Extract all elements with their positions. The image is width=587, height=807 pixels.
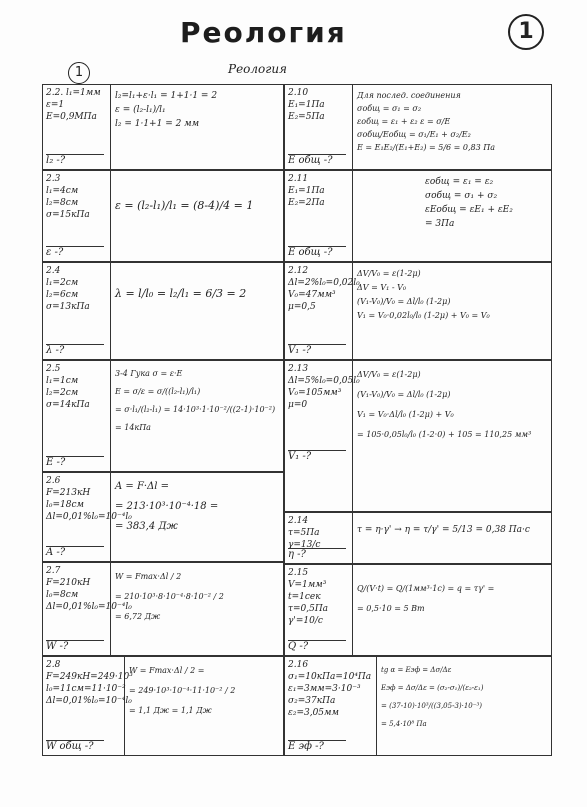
handwritten-line: εобщ = ε₁ + ε₂ ε = σ/E xyxy=(357,117,451,126)
handwritten-line: = 14кПа xyxy=(115,423,151,432)
given-block xyxy=(285,263,360,359)
handwritten-line: l₂=6см xyxy=(46,290,79,300)
handwritten-line: = 383,4 Дж xyxy=(115,521,178,532)
solution-block xyxy=(425,175,548,231)
handwritten-line: l₂=l₁+ε·l₁ = 1+1·1 = 2 xyxy=(115,91,218,101)
handwritten-line: E = E₁E₂/(E₁+E₂) = 5/6 = 0,83 Па xyxy=(357,143,496,152)
problem-cell-2-2 xyxy=(42,84,284,170)
handwritten-line: 2.3 xyxy=(46,174,61,184)
problem-cell-2-10 xyxy=(284,84,552,170)
solution-block xyxy=(357,267,548,323)
handwritten-line: εобщ = ε₁ = ε₂ xyxy=(425,177,494,187)
handwritten-line: E₁=1Па xyxy=(288,186,325,196)
solution-block xyxy=(115,567,280,627)
handwritten-line: σ=13кПа xyxy=(46,302,90,312)
handwritten-line: σобщ/Eобщ = σ₁/E₁ + σ₂/E₂ xyxy=(357,130,471,139)
handwritten-line: 2.7 xyxy=(46,566,61,576)
solution-block xyxy=(115,477,280,537)
handwritten-line: F=249кН=249·10³ xyxy=(46,672,133,682)
find-label: V₁ -? xyxy=(288,450,346,463)
handwritten-line: l₁=1см xyxy=(46,376,79,386)
handwritten-line: W = Fmax·Δl / 2 = xyxy=(129,666,205,675)
handwritten-line: 2.4 xyxy=(46,266,61,276)
handwritten-line: ΔV = V₁ - V₀ xyxy=(357,283,407,292)
handwritten-line: μ=0,5 xyxy=(288,302,316,312)
handwritten-line: E₂=5Па xyxy=(288,112,325,122)
handwritten-line: F=213кН xyxy=(46,488,91,498)
handwritten-line: V₀=105мм³ xyxy=(288,388,342,398)
handwritten-line: Δl=0,01%l₀=10⁻⁴l₀ xyxy=(46,696,132,706)
solution-block xyxy=(115,365,280,437)
handwritten-line: 2.14 xyxy=(288,516,309,526)
handwritten-line: τ=5Па xyxy=(288,528,320,538)
handwritten-line: 2.16 xyxy=(288,660,309,670)
handwritten-line: ε₂=3,05мм xyxy=(288,708,339,718)
find-label: l₂ -? xyxy=(46,154,104,167)
page-number-badge: 1 xyxy=(508,14,544,50)
handwritten-line: ΔV/V₀ = ε(1-2μ) xyxy=(357,370,421,379)
handwritten-line: γ=13/с xyxy=(288,540,321,550)
given-block xyxy=(43,473,132,561)
handwritten-line: τ = η·γ' → η = τ/γ' = 5/13 = 0,38 Па·с xyxy=(357,525,530,535)
handwritten-line: 2.6 xyxy=(46,476,61,486)
handwritten-line: 2.8 xyxy=(46,660,61,670)
find-label: W -? xyxy=(46,640,104,653)
handwritten-line: ΔV/V₀ = ε(1-2μ) xyxy=(357,269,421,278)
handwritten-line: V₁ = V₀·Δl/l₀ (1-2μ) + V₀ xyxy=(357,410,454,419)
problem-cell-2-5 xyxy=(42,360,284,472)
find-label: λ -? xyxy=(46,344,104,357)
handwritten-line: Для послед. соединения xyxy=(357,91,461,100)
given-block xyxy=(43,361,111,471)
handwritten-line: 2.5 xyxy=(46,364,61,374)
given-block xyxy=(285,657,377,755)
find-label: W общ -? xyxy=(46,740,104,753)
handwritten-line: W = Fmax·Δl / 2 xyxy=(115,572,182,581)
handwritten-line: E₂=2Па xyxy=(288,198,325,208)
handwritten-line: tg α = Eэф = Δσ/Δε xyxy=(381,666,452,674)
handwritten-line: E₁=1Па xyxy=(288,100,325,110)
problem-cell-2-7 xyxy=(42,562,284,656)
handwritten-line: V=1мм³ xyxy=(288,580,327,590)
problem-cell-2-15 xyxy=(284,564,552,656)
given-block xyxy=(285,361,360,511)
handwritten-line: ε₁=3мм=3·10⁻³ xyxy=(288,684,361,694)
handwritten-line: ε=1 xyxy=(46,100,65,110)
problem-cell-2-4 xyxy=(42,262,284,360)
solution-block xyxy=(115,89,280,131)
find-label: E эф -? xyxy=(288,740,346,753)
handwritten-line: 3-4 Гука σ = ε·E xyxy=(115,369,183,378)
handwritten-line: l₁=4см xyxy=(46,186,79,196)
handwritten-line: 2.11 xyxy=(288,174,309,184)
handwritten-line: = 3Па xyxy=(425,219,455,229)
handwritten-line: 2.12 xyxy=(288,266,309,276)
handwritten-line: σ=14кПа xyxy=(46,400,90,410)
given-block xyxy=(285,171,353,261)
given-block xyxy=(43,171,111,261)
problem-cell-2-14 xyxy=(284,512,552,564)
handwritten-line: V₀=47мм³ xyxy=(288,290,336,300)
handwritten-line: = 1,1 Дж = 1,1 Дж xyxy=(129,706,212,715)
problem-cell-2-8 xyxy=(42,656,284,756)
handwritten-line: l₂=2см xyxy=(46,388,79,398)
handwritten-line: σобщ = σ₁ = σ₂ xyxy=(357,104,422,113)
handwritten-line: l₀=18см xyxy=(46,500,84,510)
find-label: η -? xyxy=(288,548,346,561)
handwritten-line: A = F·Δl = xyxy=(115,481,170,492)
section-mark-badge: 1 xyxy=(68,62,90,84)
handwritten-line: σобщ = σ₁ + σ₂ xyxy=(425,191,498,201)
handwritten-line: = 5,4·10⁸ Па xyxy=(381,720,427,728)
handwritten-line: E=0,9МПа xyxy=(46,112,97,122)
given-block xyxy=(285,513,353,563)
handwritten-line: = 210·10³·8·10⁻⁴·8·10⁻² / 2 xyxy=(115,592,224,601)
find-label: E общ -? xyxy=(288,154,346,167)
handwritten-line: Δl=0,01%l₀=10⁻⁴l₀ xyxy=(46,512,132,522)
given-block xyxy=(285,85,353,169)
handwritten-line: 2.15 xyxy=(288,568,309,578)
handwritten-line: l₀=11см=11·10⁻² xyxy=(46,684,126,694)
find-label: E -? xyxy=(46,456,104,469)
find-label: Q -? xyxy=(288,640,346,653)
handwritten-line: Eэф = Δσ/Δε = (σ₂-σ₁)/(ε₂-ε₁) xyxy=(381,684,484,692)
solution-block xyxy=(357,89,548,154)
handwritten-line: (V₁-V₀)/V₀ = Δl/l₀ (1-2μ) xyxy=(357,390,451,399)
handwritten-line: 2.10 xyxy=(288,88,309,98)
handwritten-line: εEобщ = εE₁ + εE₂ xyxy=(425,205,513,215)
page-title: Реология xyxy=(180,16,347,49)
handwritten-line: E = σ/ε = σ/((l₂-l₁)/l₁) xyxy=(115,387,201,396)
handwritten-line: τ=0,5Па xyxy=(288,604,329,614)
solution-block xyxy=(115,199,280,213)
handwritten-line: σ₁=10кПа=10⁴Па xyxy=(288,672,372,682)
find-label: V₁ -? xyxy=(288,344,346,357)
given-block xyxy=(43,657,133,755)
solution-block xyxy=(115,287,280,301)
problem-cell-2-16 xyxy=(284,656,552,756)
handwritten-line: Q/(V·t) = Q/(1мм³·1с) = q = τγ' = xyxy=(357,584,495,593)
given-block xyxy=(43,563,132,655)
find-label: E общ -? xyxy=(288,246,346,259)
handwritten-line: ε = (l₂-l₁)/l₁ xyxy=(115,105,166,115)
handwritten-line: (V₁-V₀)/V₀ = Δl/l₀ (1-2μ) xyxy=(357,297,451,306)
handwritten-line: = 213·10³·10⁻⁴·18 = xyxy=(115,501,219,512)
handwritten-line: = 105·0,05l₀/l₀ (1-2·0) + 105 = 110,25 мм³ xyxy=(357,430,532,439)
solution-block xyxy=(381,661,548,733)
handwritten-line: = 249·10³·10⁻⁴·11·10⁻² / 2 xyxy=(129,686,236,695)
problem-cell-2-3 xyxy=(42,170,284,262)
handwritten-line: t=1сек xyxy=(288,592,321,602)
handwritten-line: Δl=2%l₀=0,02l₀ xyxy=(288,278,360,288)
problem-cell-2-13 xyxy=(284,360,552,512)
handwritten-line: l₁=2см xyxy=(46,278,79,288)
problem-cell-2-11 xyxy=(284,170,552,262)
solution-block xyxy=(357,579,548,619)
handwritten-line: σ₂=37кПа xyxy=(288,696,336,706)
handwritten-line: = 6,72 Дж xyxy=(115,612,161,621)
handwritten-line: μ=0 xyxy=(288,400,308,410)
problem-cell-2-12 xyxy=(284,262,552,360)
handwritten-line: Δl=5%l₀=0,05l₀ xyxy=(288,376,360,386)
solution-block xyxy=(129,661,280,721)
handwritten-line: F=210кН xyxy=(46,578,91,588)
handwritten-line: V₁ = V₀·0,02l₀/l₀ (1-2μ) + V₀ = V₀ xyxy=(357,311,490,320)
find-label: ε -? xyxy=(46,246,104,259)
handwritten-line: γ'=10/с xyxy=(288,616,323,626)
handwritten-line: λ = l/l₀ = l₂/l₁ = 6/3 = 2 xyxy=(115,287,247,300)
problem-cell-2-6 xyxy=(42,472,284,562)
handwritten-line: = (37-10)·10³/((3,05-3)·10⁻³) xyxy=(381,702,482,710)
handwritten-line: Δl=0,01%l₀=10⁻⁴l₀ xyxy=(46,602,132,612)
given-block xyxy=(285,565,353,655)
handwritten-line: 2.13 xyxy=(288,364,309,374)
handwritten-line: = 0,5·10 = 5 Вт xyxy=(357,604,425,613)
handwritten-line: 2.2. l₁=1мм xyxy=(46,88,101,98)
handwritten-line: l₂ = 1·1+1 = 2 мм xyxy=(115,119,200,129)
given-block xyxy=(43,263,111,359)
handwritten-line: ε = (l₂-l₁)/l₁ = (8-4)/4 = 1 xyxy=(115,199,254,212)
page-subtitle: Реология xyxy=(228,62,288,76)
handwritten-line: σ=15кПа xyxy=(46,210,90,220)
handwritten-line: = σ·l₁/(l₂-l₁) = 14·10³·1·10⁻²/((2-1)·10⁻²) xyxy=(115,405,276,414)
find-label: A -? xyxy=(46,546,104,559)
handwritten-line: l₀=8см xyxy=(46,590,79,600)
handwritten-line: l₂=8см xyxy=(46,198,79,208)
given-block xyxy=(43,85,111,169)
solution-block xyxy=(357,365,548,445)
solution-block xyxy=(357,523,548,537)
